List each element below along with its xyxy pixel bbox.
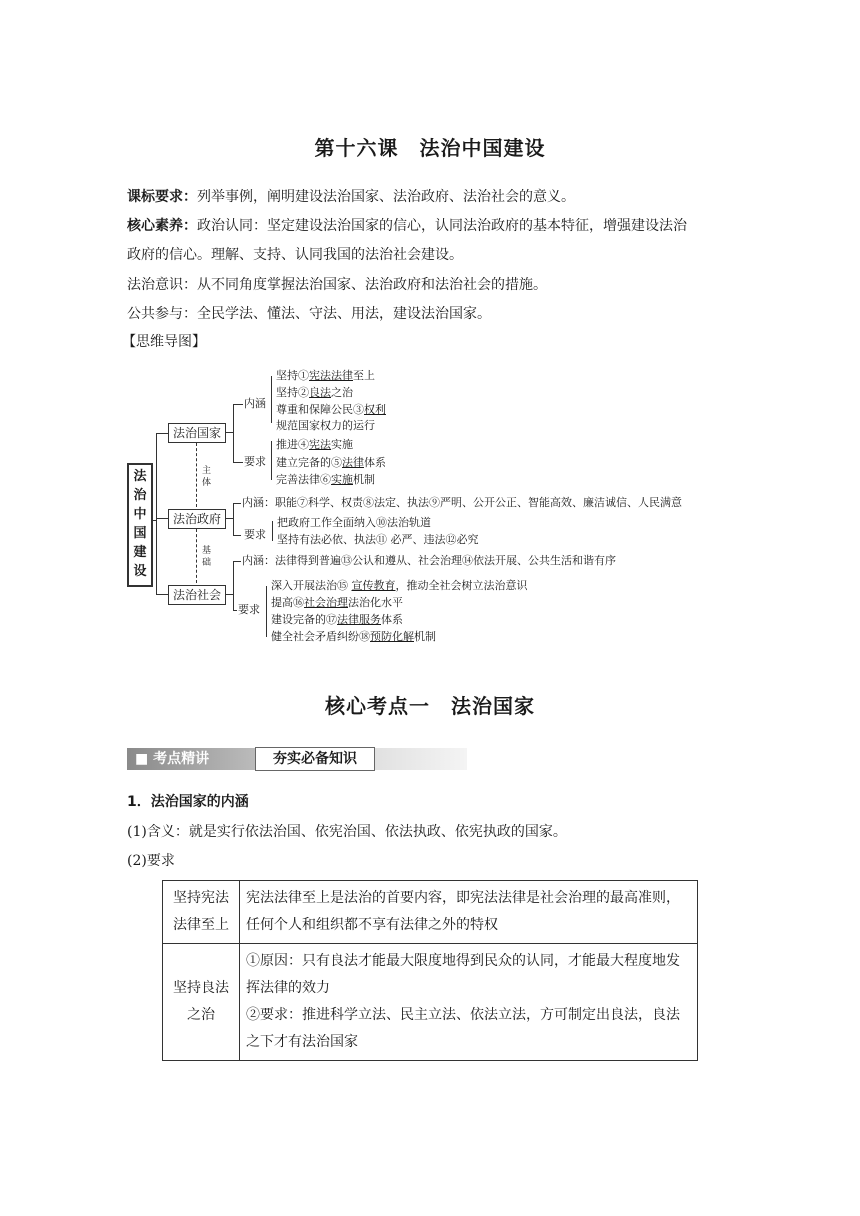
table-row	[163, 944, 698, 1061]
root-char: 中	[133, 507, 147, 522]
gov-branch-line	[225, 518, 233, 519]
state-branch-line	[225, 432, 233, 433]
core-line-1	[127, 216, 687, 236]
gov-yaoqiu-label: 要求	[244, 528, 266, 541]
gov-yaoqiu-bracket	[272, 521, 273, 541]
point1-heading: 1．法治国家的内涵	[127, 794, 249, 810]
trunk-line	[156, 433, 157, 595]
standard-text: 列举事例，阐明建设法治国家、法治政府、法治社会的意义。	[197, 189, 575, 205]
state-connector	[156, 433, 168, 434]
mindmap-root	[127, 463, 153, 587]
section-title: 核心考点一 法治国家	[325, 694, 535, 718]
gov-branch-vert	[233, 503, 234, 535]
society-yaoqiu-bracket	[266, 586, 267, 637]
state-yaoqiu-bracket	[271, 441, 272, 480]
root-char: 设	[133, 564, 147, 579]
core-text-1: 政治认同：坚定建设法治国家的信心，认同法治政府的基本特征，增强建设法治	[197, 218, 687, 234]
society-connector	[156, 594, 168, 595]
society-connotation: 内涵：法律得到普遍⑬公认和遵从、社会治理⑭依法开展、公共生活和谐有序	[242, 554, 616, 567]
participation-line: 公共参与：全民学法、懂法、守法、用法，建设法治国家。	[127, 306, 491, 322]
table-key: 坚持良法之治	[163, 944, 240, 1061]
state-branch-vert	[233, 404, 234, 462]
gov-neihan-line	[233, 503, 241, 504]
root-char: 建	[133, 545, 147, 560]
state-yaoqiu-label: 要求	[244, 455, 266, 468]
requirement-table	[162, 880, 698, 1061]
section-banner	[127, 745, 467, 773]
table-row	[163, 881, 698, 944]
link-subject	[202, 465, 211, 489]
link-base	[202, 545, 211, 569]
link-char: 基	[202, 546, 212, 556]
society-req-2: 提高⑯社会治理法治化水平	[271, 596, 403, 609]
state-neihan-line	[233, 404, 243, 405]
society-branch-line	[225, 594, 233, 595]
link-char: 体	[202, 478, 212, 488]
root-connector	[153, 520, 157, 521]
state-con-3: 尊重和保障公民③权利	[276, 403, 386, 416]
link-arrow-subject	[196, 443, 197, 507]
table-key: 坚持宪法法律至上	[163, 881, 240, 944]
state-req-3: 完善法律⑥实施机制	[276, 473, 375, 486]
gov-connector	[156, 518, 168, 519]
node-gov: 法治政府	[168, 509, 226, 529]
table-value: 宪法法律至上是法治的首要内容，即宪法法律是社会治理的最高准则，任何个人和组织都不享有法律之外的特权	[240, 881, 698, 944]
core-line-2: 政府的信心。理解、支持、认同我国的法治社会建设。	[127, 247, 463, 263]
law-awareness-line: 法治意识：从不同角度掌握法治国家、法治政府和法治社会的措施。	[127, 277, 547, 293]
row2-reason: ①原因：只有良法才能最大限度地得到民众的认同，才能最大程度地发挥法律的效力	[246, 953, 680, 996]
link-arrow-base	[196, 529, 197, 583]
row2-requirement: ②要求：推进科学立法、民主立法、依法立法，方可制定出良法，良法之下才有法治国家	[246, 1007, 680, 1050]
root-char: 法	[133, 469, 147, 484]
page-title: 第十六课 法治中国建设	[314, 136, 546, 160]
point1-item1: (1)含义：就是实行依法治国、依宪治国、依法执政、依宪执政的国家。	[127, 824, 567, 840]
link-char: 础	[202, 558, 212, 568]
society-neihan-line	[233, 561, 241, 562]
state-con-2: 坚持②良法之治	[276, 386, 353, 399]
node-state: 法治国家	[168, 423, 226, 443]
node-society: 法治社会	[168, 585, 226, 605]
state-yaoqiu-line	[233, 462, 243, 463]
state-req-2: 建立完备的⑤法律体系	[276, 456, 386, 469]
society-yaoqiu-line	[233, 610, 237, 611]
table-value	[240, 944, 698, 1061]
society-yaoqiu-label: 要求	[238, 603, 260, 616]
standard-line	[127, 187, 575, 207]
society-branch-vert	[233, 561, 234, 610]
link-char: 主	[202, 466, 212, 476]
society-req-4: 健全社会矛盾纠纷⑱预防化解机制	[271, 630, 436, 643]
state-neihan-label: 内涵	[244, 397, 266, 410]
banner-subtitle: 夯实必备知识	[255, 747, 375, 771]
society-req-3: 建设完备的⑰法律服务体系	[271, 613, 403, 626]
banner-tag: ■ 考点精讲	[135, 751, 210, 767]
state-neihan-bracket	[271, 376, 272, 423]
state-con-1: 坚持①宪法法律至上	[276, 369, 375, 382]
state-con-4: 规范国家权力的运行	[276, 419, 375, 432]
root-char: 治	[133, 488, 147, 503]
standard-label: 课标要求：	[127, 189, 197, 205]
root-char: 国	[133, 526, 147, 541]
gov-req-2: 坚持有法必依、执法⑪ 必严、违法⑫必究	[277, 533, 479, 546]
gov-yaoqiu-line	[233, 535, 241, 536]
society-req-1: 深入开展法治⑮ 宣传教育，推动全社会树立法治意识	[271, 579, 528, 592]
mindmap-label: 【思维导图】	[122, 334, 206, 350]
point1-item2: (2)要求	[127, 853, 175, 869]
gov-connotation: 内涵：职能⑦科学、权责⑧法定、执法⑨严明、公开公正、智能高效、廉洁诚信、人民满意	[242, 496, 682, 509]
core-label: 核心素养：	[127, 218, 197, 234]
state-req-1: 推进④宪法实施	[276, 438, 353, 451]
gov-req-1: 把政府工作全面纳入⑩法治轨道	[277, 516, 431, 529]
